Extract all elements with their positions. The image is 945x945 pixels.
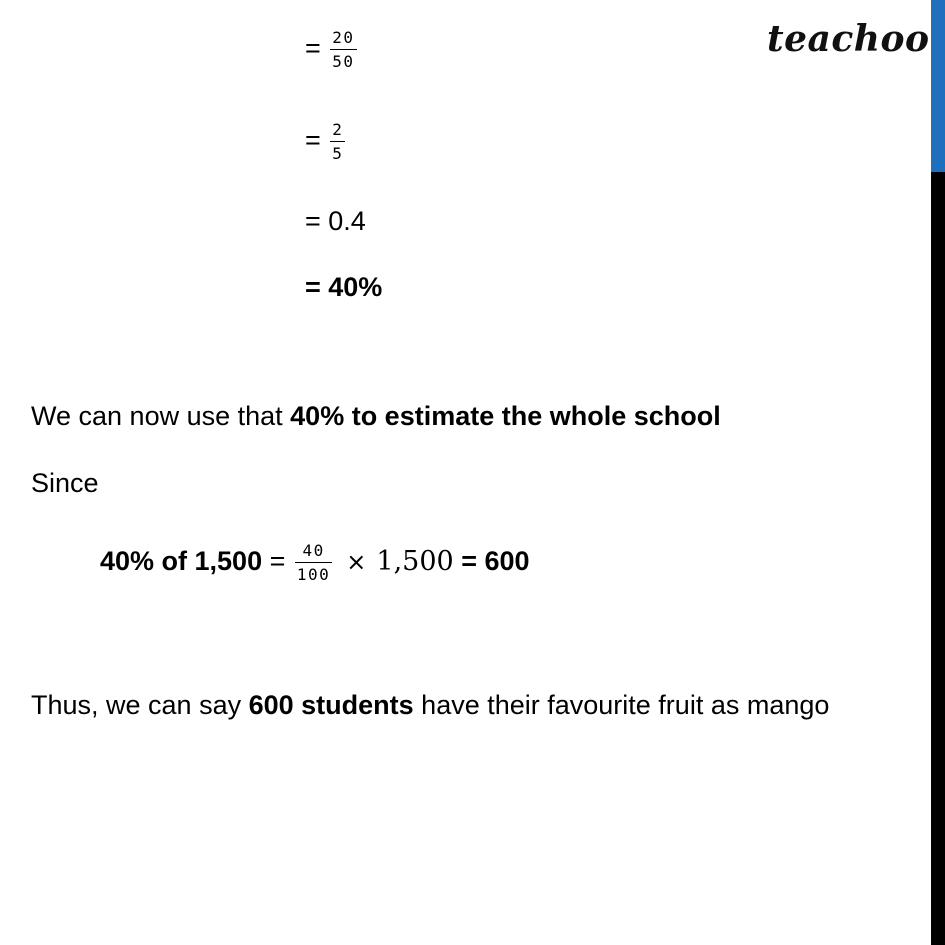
estimate-bold: 40% to estimate the whole school [290, 401, 721, 431]
teachoo-logo: teachoo [767, 18, 930, 60]
scrollbar-thumb[interactable] [931, 0, 945, 172]
denominator: 50 [332, 52, 355, 71]
calc-result: = 600 [453, 546, 530, 577]
conclusion-bold: 600 students [248, 690, 414, 720]
multiplier: 1,500 [376, 546, 454, 578]
numerator: 2 [330, 122, 345, 142]
denominator: 5 [332, 144, 344, 163]
equals-sign: = [305, 125, 329, 156]
step-fraction-20-50 [305, 30, 359, 70]
fraction-40-100 [295, 543, 332, 583]
calculation-line [100, 543, 530, 583]
step-decimal: = 0.4 [305, 206, 366, 236]
fraction-20-50 [330, 30, 356, 70]
calc-equals: = [262, 546, 293, 577]
times-sign: × [346, 548, 367, 577]
step-percent: = 40% [305, 272, 383, 302]
denominator: 100 [296, 565, 331, 584]
estimate-paragraph [31, 403, 721, 430]
estimate-text: We can now use that [31, 401, 291, 431]
conclusion-paragraph [31, 692, 829, 719]
conclusion-text-after: have their favourite fruit as mango [413, 690, 830, 720]
calc-prefix: 40% of 1,500 [100, 546, 263, 577]
numerator: 40 [295, 543, 332, 563]
conclusion-text-before: Thus, we can say [31, 690, 249, 720]
since-text: Since [31, 468, 99, 498]
fraction-2-5 [330, 122, 345, 162]
equals-sign: = [305, 33, 329, 64]
vertical-scrollbar[interactable] [931, 0, 945, 945]
step-fraction-2-5 [305, 122, 347, 162]
numerator: 20 [330, 30, 356, 50]
